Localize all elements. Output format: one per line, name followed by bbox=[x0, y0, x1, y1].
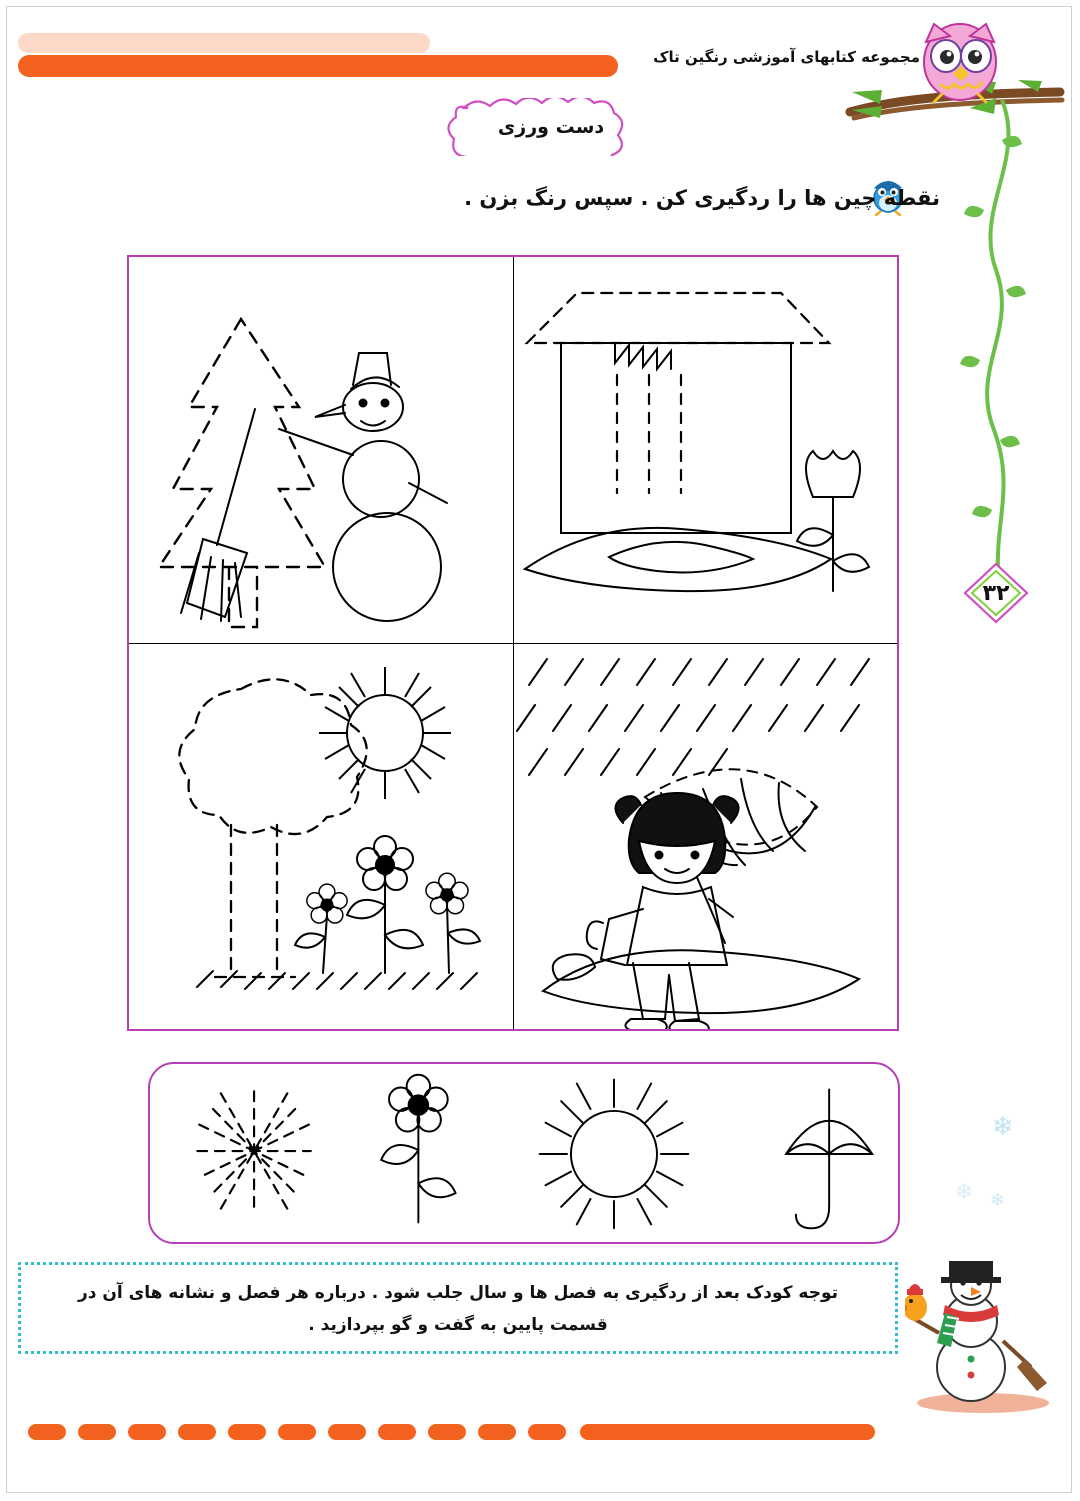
section-title-bubble bbox=[440, 98, 662, 156]
snowflake-icon: ❄ bbox=[990, 1190, 1006, 1211]
dashed-snowflake bbox=[197, 1091, 310, 1210]
quadrant-spring bbox=[129, 643, 513, 1029]
bottom-orange-bar bbox=[580, 1424, 875, 1440]
note-line-1: توجه کودک بعد از ردگیری به فصل ها و سال جلب شود . درباره هر فصل و نشانه های آن در bbox=[77, 1283, 839, 1303]
section-title: دست ورزی bbox=[497, 116, 605, 138]
quadrant-winter bbox=[129, 257, 513, 643]
page-number-badge bbox=[963, 562, 1029, 624]
worksheet-grid bbox=[127, 255, 899, 1031]
header-title: مجموعه کتابهای آموزشی رنگین تاک bbox=[653, 48, 920, 66]
teacher-note-box bbox=[18, 1262, 898, 1354]
umbrella bbox=[786, 1089, 872, 1228]
flower bbox=[381, 1075, 455, 1223]
snowman-icon bbox=[905, 1255, 1055, 1415]
top-bar-orange bbox=[18, 55, 618, 77]
snowflake-icon: ❄ bbox=[955, 1180, 974, 1205]
quadrant-autumn bbox=[513, 257, 897, 643]
snowflake-icon: ❄ bbox=[992, 1112, 1014, 1142]
quadrant-rainy bbox=[513, 643, 897, 1029]
top-bar-light bbox=[18, 33, 430, 53]
page-number: ۳۲ bbox=[982, 580, 1010, 606]
symbols-strip bbox=[148, 1062, 900, 1244]
instruction-text: نقطه چین ها را ردگیری کن . سپس رنگ بزن . bbox=[464, 186, 940, 210]
note-line-2: قسمت پایین به گفت و گو بپردازید . bbox=[308, 1315, 608, 1336]
sun bbox=[540, 1080, 689, 1229]
bottom-dashed-bar bbox=[18, 1424, 578, 1440]
hanging-vine-decoration bbox=[940, 100, 1060, 580]
